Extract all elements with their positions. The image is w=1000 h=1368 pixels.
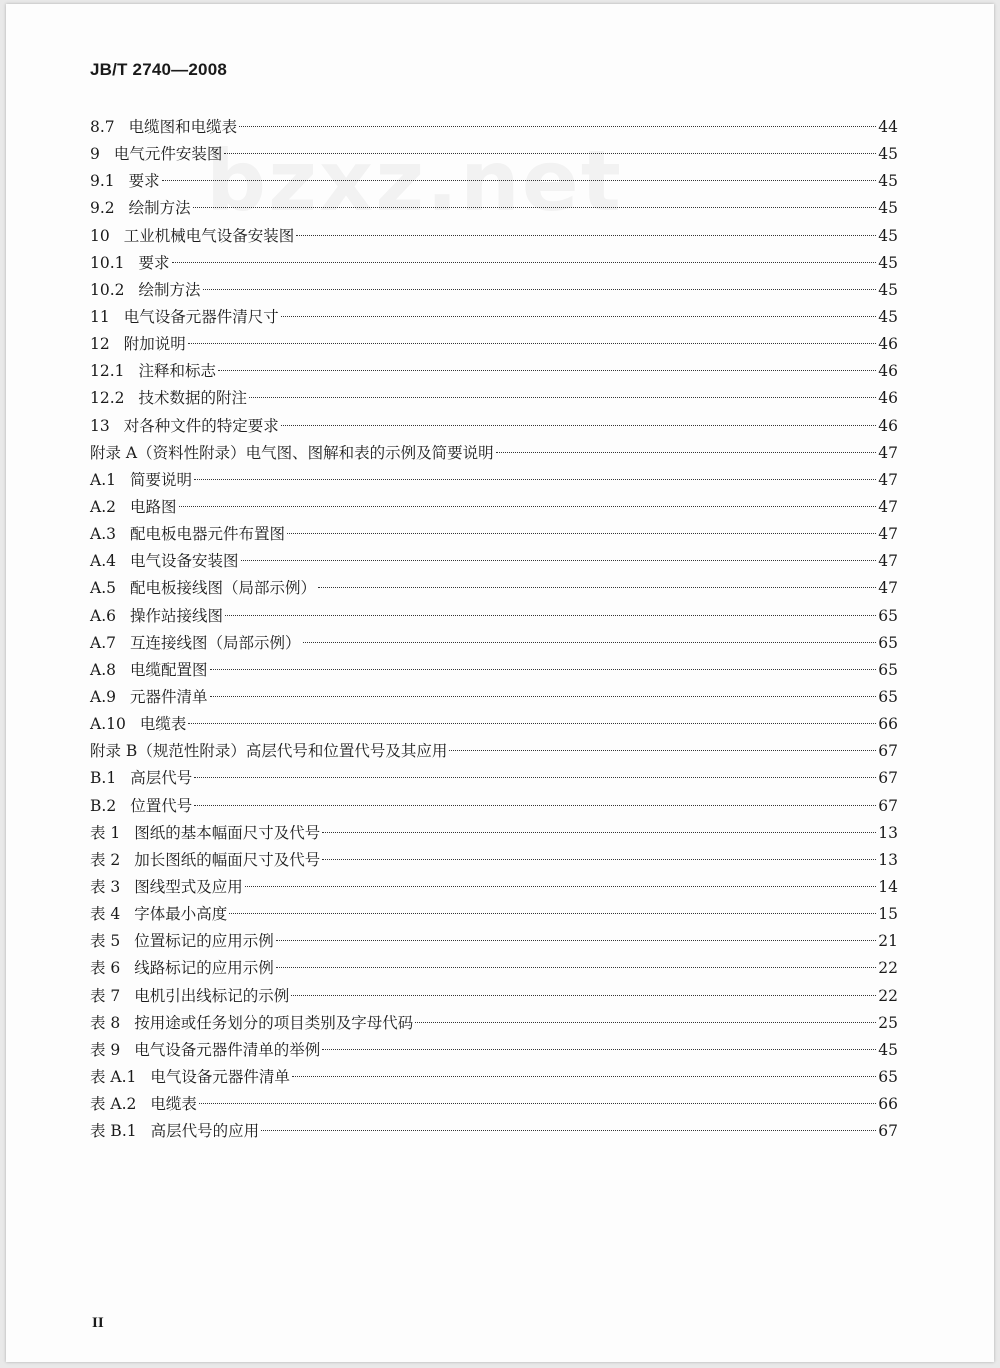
toc-entry-title: 附录 B（规范性附录）高层代号和位置代号及其应用: [90, 742, 448, 761]
dot-leader: [276, 967, 876, 968]
toc-entry-number: 10.1: [90, 253, 125, 272]
toc-entry-page: 66: [878, 715, 898, 734]
toc-entry[interactable]: [90, 847, 898, 874]
toc-entry-page: 47: [878, 552, 898, 571]
toc-entry-title: 高层代号的应用: [150, 1122, 260, 1141]
dot-leader: [249, 397, 876, 398]
dot-leader: [496, 452, 877, 453]
dot-leader: [218, 370, 876, 371]
toc-entry[interactable]: [90, 1037, 898, 1064]
toc-entry[interactable]: [90, 901, 898, 928]
toc-entry[interactable]: [90, 277, 898, 304]
dot-leader: [193, 207, 877, 208]
toc-entry-number: A.10: [90, 715, 126, 734]
toc-entry-title: 简要说明: [129, 470, 192, 489]
toc-entry-page: 45: [878, 145, 898, 164]
dot-leader: [287, 533, 876, 534]
toc-entry-title: 电缆表: [150, 1095, 197, 1114]
toc-entry-title: 附加说明: [123, 335, 186, 354]
toc-entry-title: 线路标记的应用示例: [134, 959, 274, 978]
toc-entry[interactable]: [90, 575, 898, 602]
toc-entry-page: 47: [878, 470, 898, 489]
toc-entry-number: 表 A.1: [90, 1067, 137, 1086]
dot-leader: [203, 289, 877, 290]
toc-entry-number: A.3: [90, 525, 116, 544]
dot-leader: [210, 669, 877, 670]
toc-entry-page: 45: [878, 199, 898, 218]
toc-entry-number: A.9: [90, 687, 116, 706]
dot-leader: [188, 723, 876, 724]
toc-entry-number: A.1: [90, 470, 116, 489]
toc-entry-number: 表 5: [90, 932, 121, 951]
toc-entry-title: 电机引出线标记的示例: [134, 986, 290, 1005]
toc-entry-page: 14: [878, 877, 898, 896]
toc-entry-title: 配电板接线图（局部示例）: [129, 579, 316, 598]
toc-entry-page: 47: [878, 525, 898, 544]
toc-entry-title: 绘制方法: [128, 199, 191, 218]
toc-entry-number: A.8: [90, 660, 116, 679]
toc-entry-title: 位置标记的应用示例: [134, 932, 274, 951]
toc-entry[interactable]: [90, 250, 898, 277]
toc-entry-page: 45: [878, 1040, 898, 1059]
dot-leader: [225, 615, 876, 616]
toc-entry-page: 47: [878, 443, 898, 462]
toc-entry[interactable]: [90, 955, 898, 982]
toc-entry-title: 元器件清单: [129, 687, 208, 706]
toc-entry-title: 电气元件安装图: [113, 145, 223, 164]
toc-entry[interactable]: [90, 1118, 898, 1145]
toc-entry-title: 电缆表: [139, 715, 187, 734]
dot-leader: [415, 1022, 876, 1023]
toc-entry-page: 13: [878, 823, 898, 842]
dot-leader: [229, 913, 876, 914]
dot-leader: [194, 805, 876, 806]
dot-leader: [449, 750, 876, 751]
toc-entry[interactable]: [90, 820, 898, 847]
toc-entry-number: 表 A.2: [90, 1095, 137, 1114]
dot-leader: [179, 506, 877, 507]
dot-leader: [239, 126, 876, 127]
dot-leader: [162, 180, 877, 181]
toc-entry-number: B.1: [90, 769, 117, 788]
dot-leader: [281, 316, 877, 317]
dot-leader: [199, 1103, 876, 1104]
dot-leader: [210, 696, 877, 697]
dot-leader: [296, 235, 876, 236]
toc-entry[interactable]: [90, 385, 898, 412]
dot-leader: [292, 1076, 876, 1077]
toc-entry-number: 表 4: [90, 905, 121, 924]
toc-entry-title: 互连接线图（局部示例）: [129, 633, 301, 652]
toc-entry-title: 电缆配置图: [129, 660, 208, 679]
toc-entry-number: A.4: [90, 552, 116, 571]
toc-entry-number: A.6: [90, 606, 116, 625]
toc-entry-page: 65: [878, 1067, 898, 1086]
dot-leader: [194, 479, 876, 480]
toc-entry-number: A.7: [90, 633, 116, 652]
toc-entry[interactable]: [90, 548, 898, 575]
toc-entry[interactable]: [90, 331, 898, 358]
toc-entry-title: 电气设备元器件清单的举例: [134, 1040, 321, 1059]
toc-entry-number: 9.1: [90, 172, 115, 191]
toc-entry-title: 电路图: [129, 497, 177, 516]
toc-entry-number: B.2: [90, 796, 117, 815]
toc-entry[interactable]: [90, 168, 898, 195]
dot-leader: [322, 832, 876, 833]
dot-leader: [318, 587, 876, 588]
toc-entry-page: 65: [878, 606, 898, 625]
toc-entry-number: 10: [90, 226, 110, 245]
toc-entry[interactable]: [90, 467, 898, 494]
toc-entry-number: 表 2: [90, 850, 121, 869]
toc-entry-number: 表 9: [90, 1040, 121, 1059]
dot-leader: [303, 642, 877, 643]
table-of-contents: [90, 114, 898, 1145]
dot-leader: [172, 262, 877, 263]
toc-entry-title: 附录 A（资料性附录）电气图、图解和表的示例及简要说明: [90, 443, 494, 462]
toc-entry[interactable]: [90, 1064, 898, 1091]
toc-entry[interactable]: [90, 711, 898, 738]
toc-entry[interactable]: [90, 1091, 898, 1118]
dot-leader: [261, 1130, 876, 1131]
dot-leader: [194, 777, 876, 778]
toc-entry-page: 65: [878, 687, 898, 706]
toc-entry[interactable]: [90, 765, 898, 792]
toc-entry[interactable]: [90, 874, 898, 901]
toc-entry[interactable]: [90, 657, 898, 684]
toc-entry-title: 电气设备元器件清单: [150, 1067, 290, 1086]
toc-entry-page: 66: [878, 1095, 898, 1114]
toc-entry-number: 表 6: [90, 959, 121, 978]
toc-entry[interactable]: [90, 983, 898, 1010]
toc-entry-page: 67: [878, 742, 898, 761]
toc-entry-page: 65: [878, 633, 898, 652]
toc-entry-number: 表 1: [90, 823, 121, 842]
dot-leader: [188, 343, 877, 344]
toc-entry-number: 12: [90, 335, 110, 354]
standard-code: JB/T 2740—2008: [90, 60, 227, 79]
toc-entry-page: 46: [878, 416, 898, 435]
document-page: [6, 4, 994, 1362]
toc-entry-page: 47: [878, 497, 898, 516]
toc-entry-number: 13: [90, 416, 110, 435]
toc-entry-number: 11: [90, 307, 110, 326]
dot-leader: [291, 995, 876, 996]
toc-entry[interactable]: [90, 413, 898, 440]
toc-entry-page: 45: [878, 172, 898, 191]
toc-entry-title: 对各种文件的特定要求: [123, 416, 279, 435]
toc-entry[interactable]: [90, 195, 898, 222]
toc-entry-number: 8.7: [90, 118, 115, 136]
toc-entry[interactable]: [90, 521, 898, 548]
toc-entry[interactable]: [90, 738, 898, 765]
toc-entry-title: 电气设备元器件清尺寸: [123, 307, 279, 326]
toc-entry-number: 12.2: [90, 389, 125, 408]
toc-entry-title: 图线型式及应用: [134, 877, 243, 896]
toc-entry-page: 15: [878, 905, 898, 924]
toc-entry-page: 46: [878, 389, 898, 408]
toc-entry[interactable]: [90, 603, 898, 630]
toc-entry[interactable]: [90, 114, 898, 141]
toc-entry-title: 配电板电器元件布置图: [129, 525, 285, 544]
toc-entry[interactable]: [90, 684, 898, 711]
toc-entry-title: 加长图纸的幅面尺寸及代号: [134, 850, 321, 869]
toc-entry-page: 45: [878, 253, 898, 272]
toc-entry-page: 45: [878, 307, 898, 326]
toc-entry-number: 9: [90, 145, 100, 164]
toc-entry-page: 47: [878, 579, 898, 598]
toc-entry-number: 表 8: [90, 1013, 121, 1032]
toc-entry[interactable]: [90, 358, 898, 385]
toc-entry-title: 位置代号: [130, 796, 193, 815]
toc-entry-page: 13: [878, 850, 898, 869]
dot-leader: [281, 425, 877, 426]
toc-entry-number: 表 B.1: [90, 1122, 137, 1141]
dot-leader: [245, 886, 876, 887]
toc-entry-page: 22: [878, 959, 898, 978]
toc-entry[interactable]: [90, 141, 898, 168]
toc-entry-title: 电缆图和电缆表: [128, 118, 238, 136]
toc-entry[interactable]: [90, 494, 898, 521]
toc-entry-page: 21: [878, 932, 898, 951]
toc-entry[interactable]: [90, 304, 898, 331]
toc-entry-number: A.2: [90, 497, 116, 516]
toc-entry-title: 绘制方法: [138, 280, 201, 299]
toc-entry-page: 44: [878, 118, 898, 136]
toc-entry-number: 表 3: [90, 877, 121, 896]
toc-entry-page: 67: [878, 1122, 898, 1141]
toc-entry-page: 46: [878, 362, 898, 381]
toc-entry-page: 65: [878, 660, 898, 679]
toc-entry-title: 操作站接线图: [129, 606, 223, 625]
toc-entry-number: A.5: [90, 579, 116, 598]
toc-entry-title: 字体最小高度: [134, 905, 228, 924]
toc-entry-number: 9.2: [90, 199, 115, 218]
toc-entry-page: 67: [878, 769, 898, 788]
toc-entry-page: 45: [878, 226, 898, 245]
toc-entry-page: 46: [878, 335, 898, 354]
toc-entry[interactable]: [90, 1010, 898, 1037]
toc-entry-title: 工业机械电气设备安装图: [123, 226, 295, 245]
toc-entry-title: 注释和标志: [138, 362, 217, 381]
dot-leader: [276, 940, 876, 941]
toc-entry[interactable]: [90, 928, 898, 955]
toc-entry-page: 25: [878, 1013, 898, 1032]
dot-leader: [241, 560, 877, 561]
page-number: II: [92, 1315, 104, 1331]
toc-entry-title: 高层代号: [130, 769, 193, 788]
dot-leader: [224, 153, 876, 154]
toc-entry-number: 12.1: [90, 362, 125, 381]
toc-entry-title: 图纸的基本幅面尺寸及代号: [134, 823, 321, 842]
toc-entry-title: 要求: [128, 172, 160, 191]
toc-entry-number: 10.2: [90, 280, 125, 299]
toc-entry-page: 22: [878, 986, 898, 1005]
toc-entry-number: 表 7: [90, 986, 121, 1005]
toc-entry-title: 要求: [138, 253, 170, 272]
toc-entry-page: 67: [878, 796, 898, 815]
toc-entry[interactable]: [90, 630, 898, 657]
toc-entry-title: 按用途或任务划分的项目类别及字母代码: [134, 1013, 414, 1032]
toc-entry[interactable]: [90, 793, 898, 820]
dot-leader: [322, 1049, 876, 1050]
toc-entry[interactable]: [90, 223, 898, 250]
toc-entry[interactable]: [90, 440, 898, 467]
toc-entry-page: 45: [878, 280, 898, 299]
toc-entry-title: 电气设备安装图: [129, 552, 239, 571]
dot-leader: [322, 859, 876, 860]
toc-entry-title: 技术数据的附注: [138, 389, 248, 408]
